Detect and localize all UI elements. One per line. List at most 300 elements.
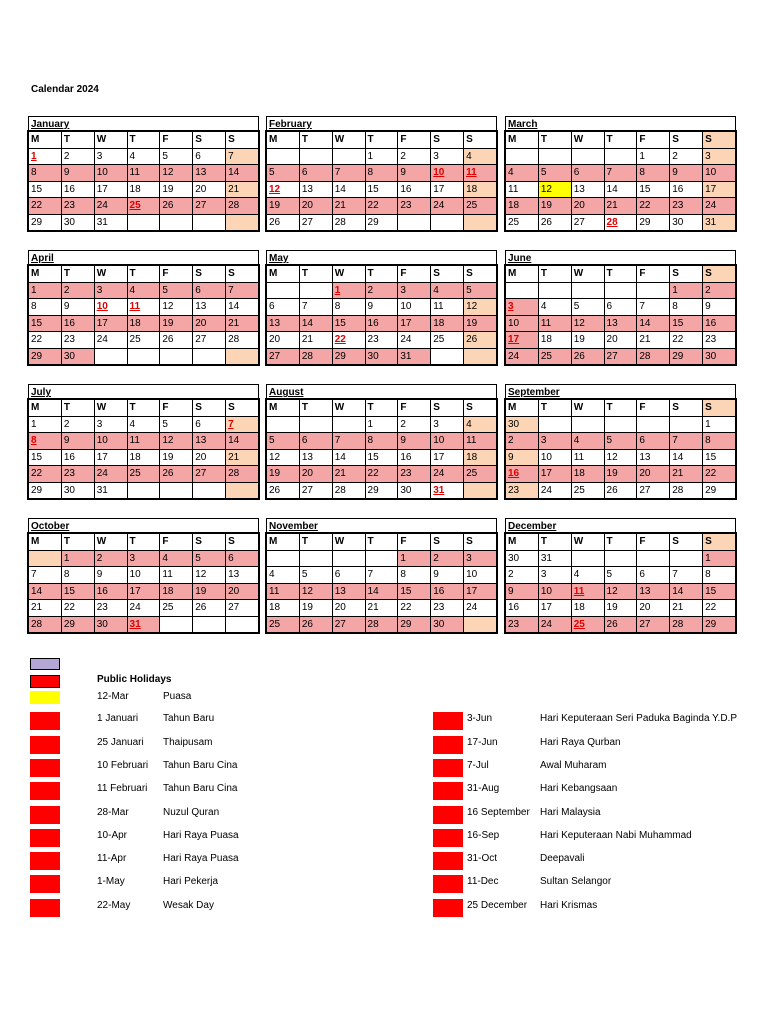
month-table <box>266 265 497 365</box>
day-cell <box>29 449 62 466</box>
day-cell <box>160 181 193 198</box>
day-number: 10 <box>96 167 108 179</box>
day-cell <box>431 165 464 182</box>
day-cell <box>703 282 736 299</box>
day-cell <box>193 181 226 198</box>
day-number: 12 <box>466 301 478 313</box>
day-number: 27 <box>195 200 207 212</box>
day-number: 3 <box>433 150 439 162</box>
day-number: 18 <box>269 602 281 614</box>
day-cell <box>61 348 94 365</box>
weekday-header: T <box>365 534 398 551</box>
day-number: 19 <box>269 468 281 480</box>
weekday-header: S <box>193 400 226 417</box>
day-number: 27 <box>195 468 207 480</box>
month-name: September <box>508 387 560 398</box>
day-cell <box>299 433 332 450</box>
day-cell <box>431 315 464 332</box>
day-cell <box>637 282 670 299</box>
day-number: 29 <box>31 216 43 228</box>
month-name: February <box>269 119 312 130</box>
day-number: 1 <box>705 552 711 564</box>
day-cell <box>398 616 431 633</box>
holiday-date: 31-Oct <box>467 853 498 864</box>
day-cell <box>94 315 127 332</box>
weekday-header: T <box>61 534 94 551</box>
day-number: 12 <box>606 451 618 463</box>
day-cell <box>604 567 637 584</box>
day-cell <box>365 583 398 600</box>
day-cell <box>267 348 300 365</box>
day-number: 8 <box>639 167 645 179</box>
day-cell <box>670 214 703 231</box>
day-cell <box>538 416 571 433</box>
month-table <box>28 399 259 499</box>
day-number: 3 <box>96 150 103 162</box>
day-number: 29 <box>400 618 412 630</box>
day-cell <box>94 332 127 349</box>
weekday-header: S <box>670 132 703 149</box>
weekday-header: T <box>127 132 160 149</box>
weekday-header: T <box>538 534 571 551</box>
day-cell <box>267 466 300 483</box>
day-cell <box>226 466 259 483</box>
day-number: 27 <box>573 216 585 228</box>
day-cell <box>29 282 62 299</box>
day-cell <box>267 567 300 584</box>
day-cell <box>61 482 94 499</box>
day-number: 22 <box>705 602 717 614</box>
day-cell <box>365 282 398 299</box>
holiday-date: 3-Jun <box>467 713 493 724</box>
day-number: 16 <box>367 317 379 329</box>
weekday-header: F <box>637 266 670 283</box>
day-cell <box>267 600 300 617</box>
day-number: 15 <box>63 585 75 597</box>
day-number: 9 <box>508 585 514 597</box>
day-cell <box>160 214 193 231</box>
day-number: 2 <box>63 418 70 430</box>
day-cell <box>332 198 365 215</box>
day-number: 3 <box>96 284 103 296</box>
day-number: 4 <box>433 284 439 296</box>
day-number: 15 <box>334 317 346 329</box>
day-cell <box>29 315 62 332</box>
day-cell <box>61 315 94 332</box>
holiday-day-number: 16 <box>508 468 520 480</box>
day-number: 24 <box>540 618 552 630</box>
day-cell <box>506 299 539 316</box>
day-number: 7 <box>31 569 37 581</box>
day-cell <box>464 198 497 215</box>
day-number: 7 <box>334 167 341 179</box>
holiday-name: Hari Malaysia <box>540 807 601 818</box>
holiday-name: Wesak Day <box>163 900 214 911</box>
day-cell <box>670 332 703 349</box>
day-cell <box>226 332 259 349</box>
day-number: 25 <box>573 484 585 496</box>
day-number: 8 <box>705 569 711 581</box>
day-number: 19 <box>195 585 207 597</box>
weekday-header: T <box>604 132 637 149</box>
day-number: 3 <box>705 150 711 162</box>
day-number: 8 <box>367 167 374 179</box>
day-cell <box>506 550 539 567</box>
day-cell <box>571 433 604 450</box>
day-number: 22 <box>31 200 43 212</box>
holiday-date: 25 December <box>467 900 528 911</box>
holiday-date: 10 Februari <box>97 760 149 771</box>
day-cell <box>365 214 398 231</box>
day-cell <box>299 332 332 349</box>
day-number: 19 <box>606 468 618 480</box>
day-number: 1 <box>367 418 374 430</box>
day-number: 9 <box>433 569 439 581</box>
day-cell <box>703 165 736 182</box>
month-table <box>28 533 259 633</box>
month-title <box>28 250 259 265</box>
day-number: 9 <box>705 301 711 313</box>
day-number: 30 <box>508 552 520 564</box>
holiday-date: 31-Aug <box>467 783 500 794</box>
day-cell <box>61 416 94 433</box>
day-cell <box>160 348 193 365</box>
day-cell <box>670 198 703 215</box>
weekday-header: M <box>506 534 539 551</box>
day-number: 20 <box>639 602 651 614</box>
day-number: 23 <box>63 468 75 480</box>
day-number: 15 <box>31 183 43 195</box>
day-number: 18 <box>573 468 585 480</box>
holiday-day-number: 28 <box>606 216 618 228</box>
day-cell <box>538 600 571 617</box>
day-cell <box>703 583 736 600</box>
day-number: 26 <box>606 484 618 496</box>
day-cell <box>506 449 539 466</box>
day-cell <box>637 214 670 231</box>
day-number: 6 <box>195 418 201 430</box>
day-cell <box>365 148 398 165</box>
day-cell <box>94 449 127 466</box>
day-number: 15 <box>400 585 412 597</box>
day-number: 29 <box>63 618 75 630</box>
day-number: 5 <box>162 418 168 430</box>
day-number: 22 <box>31 334 43 346</box>
day-number: 30 <box>672 216 684 228</box>
day-number: 28 <box>228 200 240 212</box>
day-cell <box>637 449 670 466</box>
day-number: 28 <box>301 350 313 362</box>
day-cell <box>332 550 365 567</box>
weekday-header: F <box>398 400 431 417</box>
day-number: 1 <box>31 418 37 430</box>
day-cell <box>670 583 703 600</box>
day-cell <box>226 567 259 584</box>
day-cell <box>29 198 62 215</box>
month-title <box>266 116 497 131</box>
day-cell <box>464 165 497 182</box>
weekday-header: F <box>637 534 670 551</box>
month-table <box>505 131 736 231</box>
holiday-day-number: 7 <box>228 418 234 430</box>
weekday-header: T <box>61 266 94 283</box>
day-cell <box>398 348 431 365</box>
day-number: 8 <box>31 167 37 179</box>
day-cell <box>299 181 332 198</box>
month-table <box>505 399 736 499</box>
weekday-header: F <box>160 132 193 149</box>
month-table <box>505 265 736 365</box>
day-number: 29 <box>639 216 651 228</box>
day-cell <box>29 550 62 567</box>
day-cell <box>431 567 464 584</box>
day-number: 16 <box>400 451 412 463</box>
day-cell <box>365 567 398 584</box>
month-name: November <box>269 521 318 532</box>
day-cell <box>464 181 497 198</box>
day-number: 13 <box>195 167 207 179</box>
day-cell <box>127 181 160 198</box>
day-cell <box>299 600 332 617</box>
day-number: 18 <box>508 200 520 212</box>
day-cell <box>193 583 226 600</box>
day-number: 14 <box>228 301 240 313</box>
month-title <box>266 518 497 533</box>
day-cell <box>332 299 365 316</box>
day-number: 6 <box>639 435 645 447</box>
weekday-header: M <box>29 534 62 551</box>
day-cell <box>604 214 637 231</box>
day-number: 17 <box>96 183 108 195</box>
day-cell <box>637 416 670 433</box>
day-cell <box>193 198 226 215</box>
day-number: 21 <box>639 334 651 346</box>
day-cell <box>332 165 365 182</box>
day-cell <box>29 214 62 231</box>
weekday-header: S <box>670 400 703 417</box>
day-cell <box>703 600 736 617</box>
day-cell <box>464 567 497 584</box>
weekday-header: T <box>299 132 332 149</box>
day-cell <box>604 466 637 483</box>
weekday-header: M <box>267 132 300 149</box>
day-number: 21 <box>301 334 313 346</box>
day-number: 29 <box>367 484 379 496</box>
weekday-header: W <box>94 132 127 149</box>
legend-red-swatch <box>30 675 60 688</box>
day-cell <box>226 214 259 231</box>
day-cell <box>464 482 497 499</box>
day-number: 18 <box>433 317 445 329</box>
day-cell <box>431 332 464 349</box>
day-cell <box>398 181 431 198</box>
weekday-header: F <box>160 534 193 551</box>
day-number: 17 <box>96 451 108 463</box>
day-number: 10 <box>433 435 445 447</box>
day-cell <box>226 416 259 433</box>
weekday-header: T <box>538 132 571 149</box>
day-number: 6 <box>228 552 234 564</box>
day-number: 21 <box>367 602 379 614</box>
day-number: 13 <box>639 451 651 463</box>
weekday-header: T <box>604 266 637 283</box>
month-title <box>266 384 497 399</box>
day-cell <box>61 466 94 483</box>
day-cell <box>226 616 259 633</box>
day-number: 30 <box>433 618 445 630</box>
day-cell <box>332 148 365 165</box>
holiday-day-number: 22 <box>334 334 346 346</box>
holiday-day-number: 10 <box>433 167 445 179</box>
day-number: 7 <box>672 435 678 447</box>
day-cell <box>637 332 670 349</box>
day-cell <box>267 583 300 600</box>
day-number: 31 <box>540 552 552 564</box>
day-cell <box>127 466 160 483</box>
holiday-name: Tahun Baru <box>163 713 215 724</box>
day-number: 22 <box>672 334 684 346</box>
day-cell <box>226 583 259 600</box>
day-cell <box>398 600 431 617</box>
holiday-swatch <box>30 759 60 777</box>
day-number: 21 <box>228 183 240 195</box>
day-cell <box>299 299 332 316</box>
day-cell <box>464 299 497 316</box>
day-number: 7 <box>228 284 234 296</box>
weekday-header: S <box>464 266 497 283</box>
day-cell <box>571 449 604 466</box>
day-cell <box>506 466 539 483</box>
holiday-date: 11 Februari <box>97 783 148 794</box>
day-cell <box>29 482 62 499</box>
weekday-header: M <box>267 266 300 283</box>
day-number: 4 <box>466 418 472 430</box>
day-number: 14 <box>301 317 313 329</box>
day-number: 25 <box>540 350 552 362</box>
day-number: 5 <box>269 167 275 179</box>
day-cell <box>604 348 637 365</box>
day-cell <box>637 148 670 165</box>
day-cell <box>193 433 226 450</box>
day-number: 1 <box>367 150 374 162</box>
day-number: 4 <box>573 569 580 581</box>
day-cell <box>506 165 539 182</box>
day-cell <box>604 165 637 182</box>
day-cell <box>94 214 127 231</box>
day-cell <box>94 165 127 182</box>
day-number: 28 <box>334 484 346 496</box>
holiday-swatch <box>433 806 463 824</box>
page-title: Calendar 2024 <box>31 84 99 95</box>
day-number: 17 <box>400 317 412 329</box>
holiday-swatch <box>433 899 463 917</box>
day-cell <box>299 148 332 165</box>
day-number: 29 <box>672 350 684 362</box>
holiday-date: 11-Apr <box>97 853 127 864</box>
day-cell <box>464 416 497 433</box>
day-number: 19 <box>162 317 174 329</box>
day-cell <box>226 198 259 215</box>
day-number: 3 <box>433 418 439 430</box>
day-cell <box>29 181 62 198</box>
day-cell <box>61 567 94 584</box>
puasa-date: 12-Mar <box>97 691 129 702</box>
day-cell <box>267 148 300 165</box>
day-cell <box>127 616 160 633</box>
day-cell <box>193 282 226 299</box>
day-cell <box>637 466 670 483</box>
day-cell <box>703 181 736 198</box>
holiday-day-number: 31 <box>129 618 141 630</box>
day-number: 16 <box>96 585 108 597</box>
day-cell <box>571 165 604 182</box>
day-cell <box>703 315 736 332</box>
day-cell <box>193 482 226 499</box>
day-cell <box>61 433 94 450</box>
day-number: 14 <box>334 183 346 195</box>
holiday-date: 16 September <box>467 807 530 818</box>
holiday-swatch <box>30 829 60 847</box>
day-number: 10 <box>129 569 141 581</box>
day-cell <box>670 148 703 165</box>
day-cell <box>267 165 300 182</box>
day-cell <box>29 332 62 349</box>
holiday-swatch <box>433 782 463 800</box>
day-cell <box>160 567 193 584</box>
day-cell <box>332 567 365 584</box>
day-number: 14 <box>672 451 684 463</box>
month-name: July <box>31 387 52 398</box>
day-cell <box>571 148 604 165</box>
day-cell <box>538 567 571 584</box>
weekday-header: S <box>670 534 703 551</box>
weekday-header: S <box>193 266 226 283</box>
day-cell <box>267 416 300 433</box>
day-cell <box>506 416 539 433</box>
day-number: 5 <box>606 435 613 447</box>
weekday-header: S <box>431 266 464 283</box>
weekday-header: F <box>160 266 193 283</box>
day-number: 26 <box>162 334 174 346</box>
day-number: 18 <box>466 451 478 463</box>
month-title <box>28 384 259 399</box>
weekday-header: T <box>299 400 332 417</box>
day-number: 14 <box>639 317 651 329</box>
month-table <box>28 265 259 365</box>
day-cell <box>193 299 226 316</box>
day-cell <box>193 449 226 466</box>
day-cell <box>94 433 127 450</box>
day-cell <box>365 332 398 349</box>
weekday-header: M <box>267 400 300 417</box>
day-cell <box>299 616 332 633</box>
day-cell <box>61 165 94 182</box>
day-cell <box>29 148 62 165</box>
day-cell <box>127 214 160 231</box>
weekday-header: M <box>29 266 62 283</box>
day-number: 9 <box>367 301 374 313</box>
day-number: 24 <box>705 200 717 212</box>
day-number: 23 <box>96 602 108 614</box>
month-january <box>28 116 259 231</box>
day-cell <box>703 416 736 433</box>
day-cell <box>431 449 464 466</box>
day-number: 22 <box>367 200 379 212</box>
day-cell <box>506 616 539 633</box>
day-cell <box>464 214 497 231</box>
day-number: 3 <box>400 284 406 296</box>
day-number: 3 <box>129 552 136 564</box>
